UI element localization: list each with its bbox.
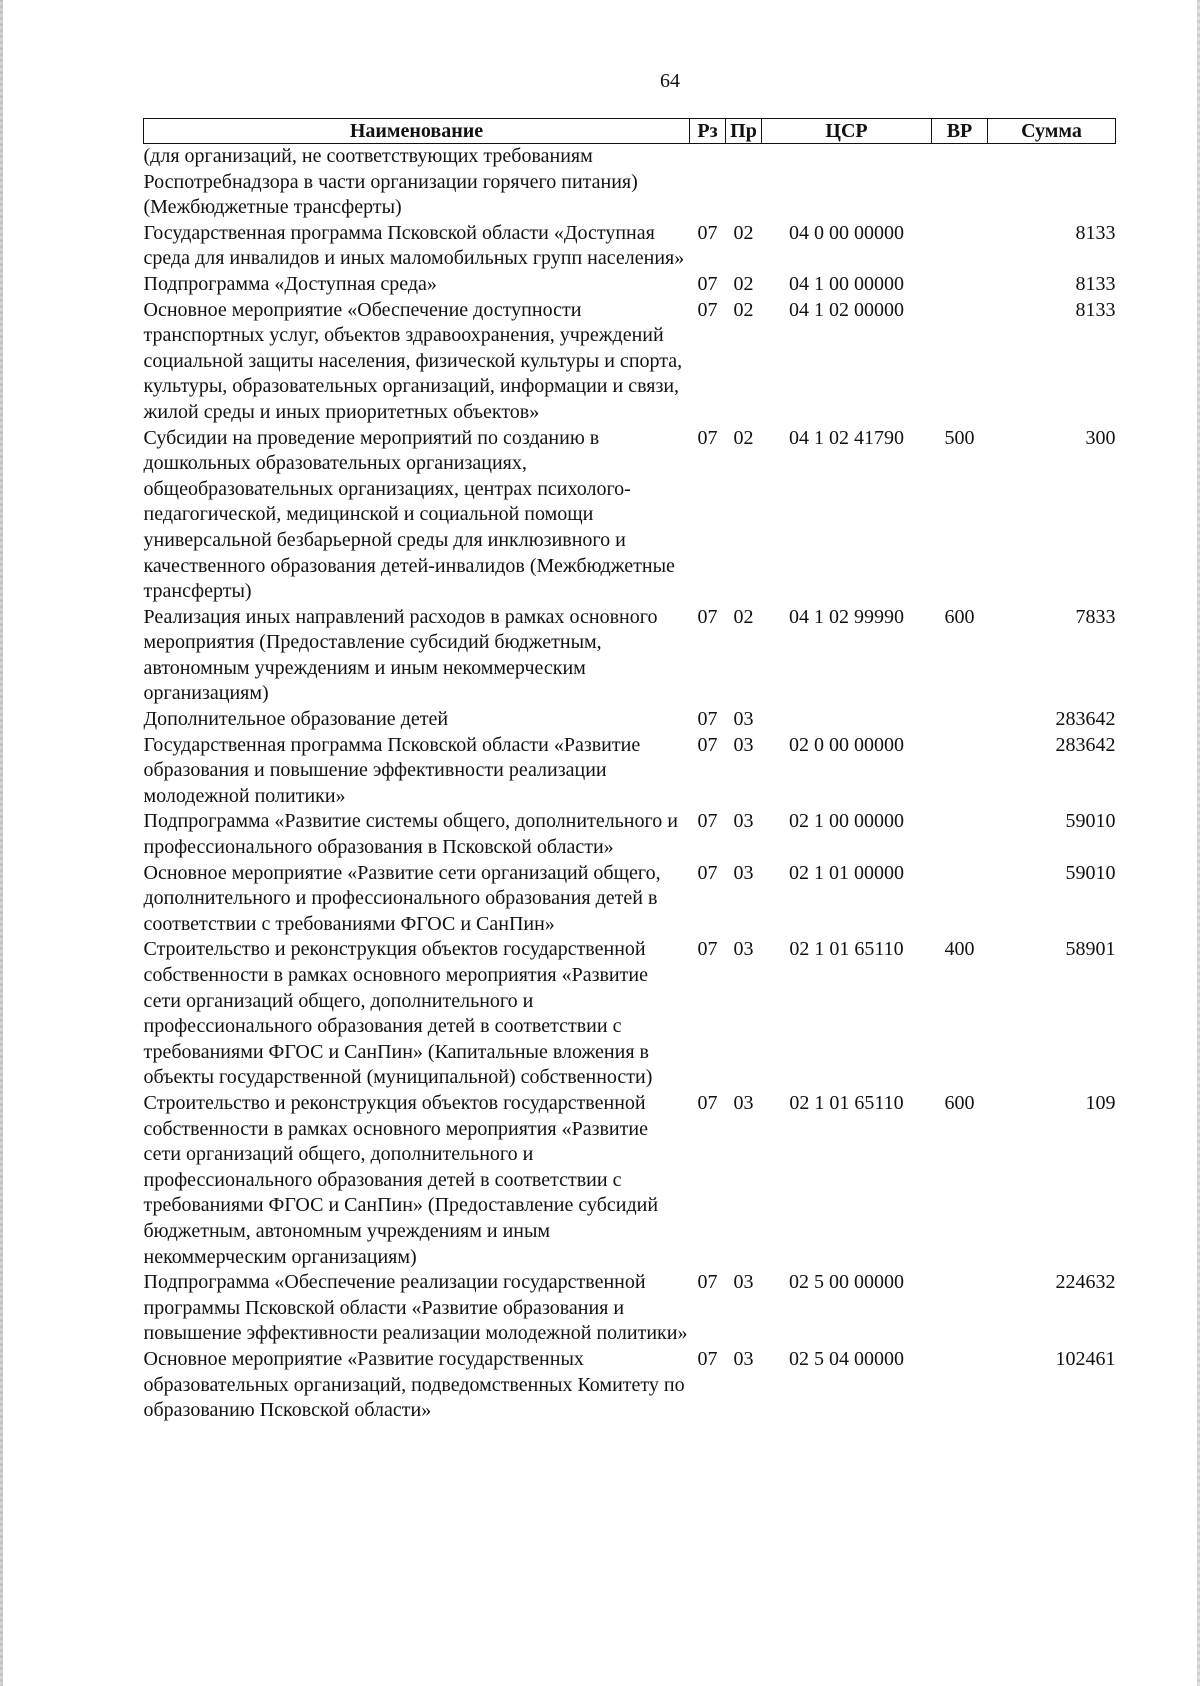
row-name: Субсидии на проведение мероприятий по созданию в дошкольных образовательных организациях, общеобразовательных организациях, центрах психолого-педагогической, медицинской и социальной помощи универсальной безбарьерной среды для инклюзивного и качественного образования детей-инвалидов (Межбюджетные трансферты)	[143, 426, 675, 603]
row-pr: 03	[733, 1347, 754, 1370]
row-name: Основное мероприятие «Развитие государственных образовательных организаций, подведомственных Комитету по образованию Псковской области»	[143, 1347, 685, 1422]
row-sum: 59010	[1065, 810, 1116, 833]
row-pr: 02	[733, 221, 754, 244]
row-vr	[932, 221, 988, 272]
row-name: Строительство и реконструкция объектов государственной собственности в рамках основного мероприятия «Развитие сети организаций общего, дополнительного и профессионального образования детей в соответствии с требованиями ФГОС и СанПин» (Капитальные вложения в объекты государственной (муниципальной) собственности)	[143, 938, 653, 1089]
row-sum: 58901	[1065, 938, 1116, 961]
row-name: Дополнительное образование детей	[143, 708, 449, 731]
row-pr: 02	[733, 605, 754, 628]
row-name: Государственная программа Псковской области «Развитие образования и повышение эффективности реализации молодежной политики»	[143, 733, 641, 807]
row-rz: 07	[697, 708, 718, 731]
table-row	[144, 221, 1116, 272]
row-sum: 283642	[1055, 733, 1116, 756]
row-rz: 07	[697, 733, 718, 756]
row-sum: 283642	[1055, 708, 1116, 731]
row-csr: 02 1 01 65110	[789, 1091, 904, 1114]
header-sum: Сумма	[988, 119, 1116, 144]
row-sum: 8133	[1075, 298, 1116, 321]
table-row	[144, 937, 1116, 1091]
row-vr	[932, 733, 988, 810]
row-sum: 102461	[1055, 1347, 1116, 1370]
row-vr	[932, 809, 988, 860]
row-vr	[932, 1347, 988, 1424]
row-rz: 07	[697, 1347, 718, 1370]
scan-edge-left	[0, 0, 3, 1686]
row-csr: 02 1 01 65110	[789, 938, 904, 961]
row-rz	[690, 144, 726, 221]
row-sum: 224632	[1055, 1271, 1116, 1294]
row-rz: 07	[697, 810, 718, 833]
row-rz: 07	[697, 605, 718, 628]
row-pr: 03	[733, 810, 754, 833]
table-row	[144, 707, 1116, 733]
row-vr: 600	[944, 605, 975, 628]
header-rz: Рз	[690, 119, 726, 144]
row-pr: 03	[733, 1091, 754, 1114]
row-pr: 03	[733, 861, 754, 884]
row-name: Подпрограмма «Обеспечение реализации государственной программы Псковской области «Развитие образования и повышение эффективности реализации молодежной политики»	[143, 1271, 688, 1345]
budget-table	[143, 118, 1116, 1424]
row-rz: 07	[697, 298, 718, 321]
header-vr: ВР	[932, 119, 988, 144]
row-vr	[932, 861, 988, 938]
row-pr: 02	[733, 272, 754, 295]
row-name: Подпрограмма «Доступная среда»	[143, 272, 437, 295]
row-csr	[762, 707, 932, 733]
row-csr: 04 1 02 99990	[789, 605, 904, 628]
table-row	[144, 809, 1116, 860]
row-pr: 02	[733, 426, 754, 449]
row-sum: 59010	[1065, 861, 1116, 884]
row-name: Основное мероприятие «Обеспечение доступности транспортных услуг, объектов здравоохранения, учреждений социальной защиты населения, физической культуры и спорта, культуры, образовательных организаций, информации и связи, жилой среды и иных приоритетных объектов»	[143, 298, 683, 423]
row-csr: 02 5 00 00000	[789, 1271, 904, 1294]
table-row	[144, 1091, 1116, 1270]
row-vr	[932, 298, 988, 426]
table-header-row	[144, 119, 1116, 144]
row-pr: 03	[733, 708, 754, 731]
row-rz: 07	[697, 272, 718, 295]
table-row	[144, 1347, 1116, 1424]
row-rz: 07	[697, 426, 718, 449]
row-csr: 02 1 00 00000	[789, 810, 904, 833]
row-vr	[932, 707, 988, 733]
header-name: Наименование	[144, 119, 690, 144]
row-pr	[726, 144, 762, 221]
row-name: Подпрограмма «Развитие системы общего, дополнительного и профессионального образования в Псковской области»	[143, 810, 678, 859]
table-row	[144, 272, 1116, 298]
row-vr: 600	[944, 1091, 975, 1114]
row-rz: 07	[697, 938, 718, 961]
table-row	[144, 298, 1116, 426]
row-pr: 02	[733, 298, 754, 321]
table-row	[144, 605, 1116, 707]
header-csr: ЦСР	[762, 119, 932, 144]
row-csr: 02 5 04 00000	[789, 1347, 904, 1370]
row-sum: 8133	[1075, 272, 1116, 295]
row-pr: 03	[733, 733, 754, 756]
row-vr	[932, 272, 988, 298]
table-row	[144, 733, 1116, 810]
row-name: Строительство и реконструкция объектов государственной собственности в рамках основного мероприятия «Развитие сети организаций общего, дополнительного и профессионального образования детей в соответствии с требованиями ФГОС и СанПин» (Предоставление субсидий бюджетным, автономным учреждениям и иным некоммерческим организациям)	[143, 1091, 659, 1268]
row-pr: 03	[733, 1271, 754, 1294]
row-name: Основное мероприятие «Развитие сети организаций общего, дополнительного и профессионального образования детей в соответствии с требованиями ФГОС и СанПин»	[143, 861, 661, 935]
row-sum: 8133	[1075, 221, 1116, 244]
row-rz: 07	[697, 1271, 718, 1294]
row-vr: 500	[944, 426, 975, 449]
row-sum: 7833	[1075, 605, 1116, 628]
table-row	[144, 144, 1116, 221]
row-rz: 07	[697, 1091, 718, 1114]
row-csr: 02 0 00 00000	[789, 733, 904, 756]
page-number: 64	[660, 70, 680, 92]
row-rz: 07	[697, 221, 718, 244]
row-name: (для организаций, не соответствующих требованиям Роспотребнадзора в части организации горячего питания) (Межбюджетные трансферты)	[143, 145, 638, 219]
table-row	[144, 861, 1116, 938]
row-rz: 07	[697, 861, 718, 884]
row-csr: 04 1 02 00000	[789, 298, 904, 321]
row-pr: 03	[733, 938, 754, 961]
row-csr	[762, 144, 932, 221]
row-csr: 04 0 00 00000	[789, 221, 904, 244]
row-sum: 109	[1085, 1091, 1116, 1114]
row-sum: 300	[1085, 426, 1116, 449]
row-csr: 02 1 01 00000	[789, 861, 904, 884]
header-pr: Пр	[726, 119, 762, 144]
table-row	[144, 426, 1116, 605]
row-vr	[932, 1270, 988, 1347]
row-sum	[988, 144, 1116, 221]
row-csr: 04 1 02 41790	[789, 426, 904, 449]
row-csr: 04 1 00 00000	[789, 272, 904, 295]
table-row	[144, 1270, 1116, 1347]
row-name: Государственная программа Псковской области «Доступная среда для инвалидов и иных маломобильных групп населения»	[143, 221, 685, 270]
row-vr: 400	[944, 938, 975, 961]
row-name: Реализация иных направлений расходов в рамках основного мероприятия (Предоставление субсидий бюджетным, автономным учреждениям и иным некоммерческим организациям)	[143, 605, 658, 705]
row-vr	[932, 144, 988, 221]
